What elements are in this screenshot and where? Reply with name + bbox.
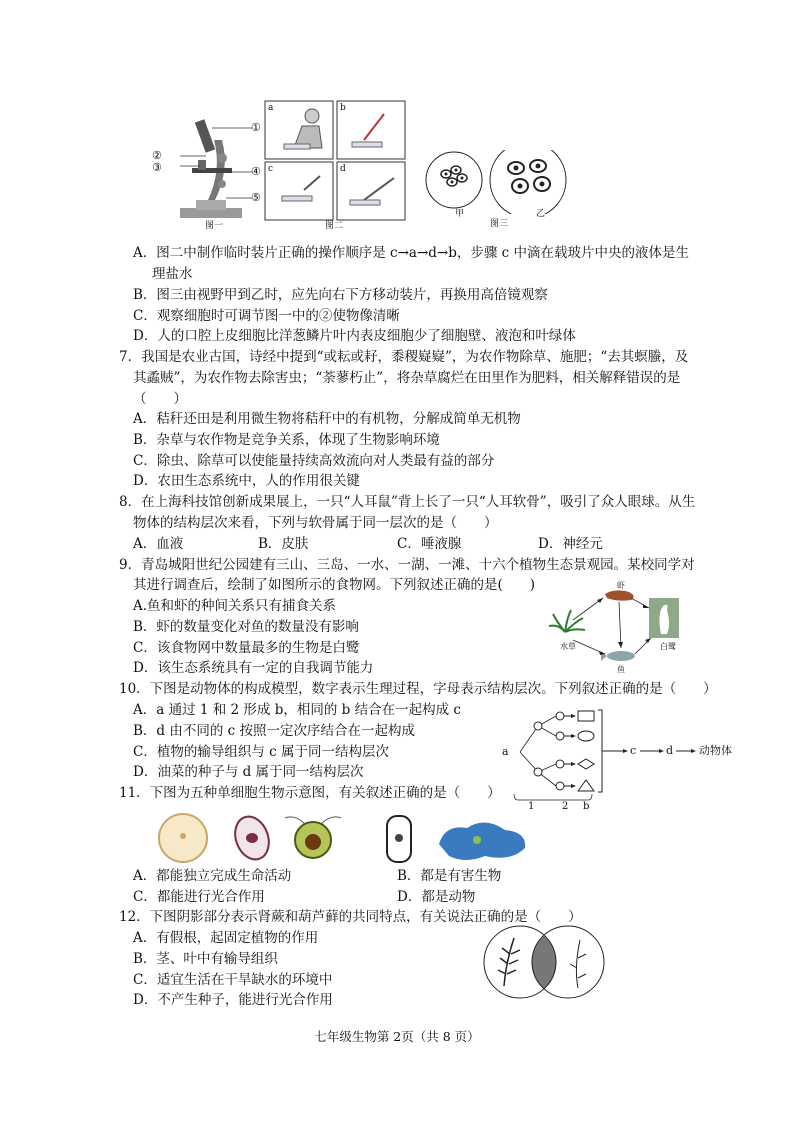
- q6-option-a-cont: 理盐水: [152, 266, 193, 282]
- food-web-figure: [545, 584, 685, 683]
- food-web-fish-label: 鱼: [617, 665, 625, 674]
- fov-yi-label: 乙: [536, 209, 546, 219]
- diagram-label-a: a: [502, 745, 509, 758]
- q11-option-a: A．都能独立完成生命活动: [133, 868, 292, 884]
- q9-stem-2: 其进行调查后，绘制了如图所示的食物网。下列叙述正确的是( ): [133, 577, 536, 593]
- microscope-label-4: ④: [251, 165, 261, 178]
- q8-option-b: B．皮肤: [258, 536, 309, 552]
- q12-option-b: B．茎、叶中有输导组织: [133, 951, 278, 967]
- diagram-label-animal: 动物体: [699, 744, 732, 757]
- q9-option-c: C．该食物网中数量最多的生物是白鹭: [133, 640, 360, 656]
- q6-option-a: A．图二中制作临时装片正确的操作顺序是 c→a→d→b，步骤 c 中滴在载玻片中央的液体是生: [133, 245, 690, 261]
- q10-option-b: B．d 由不同的 c 按照一定次序结合在一起构成: [133, 723, 415, 739]
- microscope-label-5: ⑤: [251, 191, 261, 204]
- q10-option-d: D．油菜的种子与 d 属于同一结构层次: [133, 764, 364, 780]
- q7-stem-3: （ ）: [133, 391, 187, 407]
- q10-option-a: A．a 通过 1 和 2 形成 b，相同的 b 结合在一起构成 c: [133, 702, 461, 718]
- q8-stem-2: 物体的结构层次来看，下列与软骨属于同一层次的是（ ）: [133, 515, 498, 531]
- microscope-label-3: ③: [152, 161, 162, 174]
- food-web-shrimp-label: 虾: [617, 581, 625, 590]
- diagram-label-d: d: [666, 744, 674, 757]
- diagram-label-2: 2: [562, 801, 569, 812]
- q10-stem: 10．下图是动物体的构成模型，数字表示生理过程，字母表示结构层次。下列叙述正确的是（ ）: [119, 681, 717, 697]
- q9-option-d: D．该生态系统具有一定的自我调节能力: [133, 660, 374, 676]
- q11-stem: 11．下图为五种单细胞生物示意图，有关叙述正确的是（ ）: [119, 785, 501, 801]
- q11-option-d: D．都是动物: [397, 889, 476, 905]
- q12-stem: 12．下图阴影部分表示肾蕨和葫芦藓的共同特点，有关说法正确的是（ ）: [119, 909, 582, 925]
- q12-option-d: D．不产生种子，能进行光合作用: [133, 992, 333, 1008]
- q7-option-b: B．杂草与农作物是竞争关系，体现了生物影响环境: [133, 432, 440, 448]
- q8-option-c: C．唾液腺: [397, 536, 462, 552]
- q9-stem-1: 9．青岛城阳世纪公园建有三山、三岛、一水、一湖、一滩、十六个植物生态景观园。某校同学对: [119, 557, 695, 573]
- venn-diagram: [474, 924, 614, 1004]
- slide-procedure-figure: [264, 100, 408, 226]
- q7-stem-2: 其蟊贼”，为农作物去除害虫；“荼蓼朽止”，将杂草腐烂在田里作为肥料，相关解释错误的是: [133, 370, 681, 386]
- microscope-label-1: ①: [251, 121, 261, 134]
- panel-c-label: c: [268, 164, 274, 174]
- q12-option-c: C．适宜生活在干旱缺水的环境中: [133, 972, 333, 988]
- q7-option-c: C．除虫、除草可以使能量持续高效流向对人类最有益的部分: [133, 453, 495, 469]
- q10-option-c: C．植物的输导组织与 c 属于同一结构层次: [133, 744, 389, 760]
- diagram-label-1: 1: [528, 801, 535, 812]
- panel-d-label: d: [340, 164, 346, 174]
- q12-option-a: A．有假根，起固定植物的作用: [133, 930, 319, 946]
- q11-option-b: B．都是有害生物: [397, 868, 502, 884]
- microscope-label-2: ②: [152, 149, 162, 162]
- fig3-caption: 图三: [490, 219, 509, 229]
- single-cell-organisms-figure: [155, 810, 535, 872]
- q6-option-b: B．图三由视野甲到乙时，应先向右下方移动装片，再换用高倍镜观察: [133, 287, 548, 303]
- q8-option-d: D．神经元: [538, 536, 603, 552]
- fig1-caption: 图一: [205, 221, 224, 231]
- fig2-caption: 图二: [325, 221, 344, 231]
- q7-option-d: D．农田生态系统中，人的作用很关键: [133, 473, 360, 489]
- q8-option-a: A．血液: [133, 536, 184, 552]
- panel-a-label: a: [268, 103, 274, 113]
- food-web-grass-label: 水草: [560, 642, 576, 651]
- field-of-view-figure: [424, 150, 579, 218]
- panel-b-label: b: [340, 103, 346, 113]
- fov-jia-label: 甲: [455, 209, 465, 219]
- q11-option-c: C．都能进行光合作用: [133, 889, 265, 905]
- page-footer: 七年级生物第 2页（共 8 页）: [314, 1029, 480, 1044]
- diagram-label-c: c: [630, 744, 637, 757]
- diagram-label-b: b: [583, 801, 590, 812]
- food-web-egret-label: 白鹭: [660, 642, 676, 651]
- q6-option-d: D．人的口腔上皮细胞比洋葱鳞片叶内表皮细胞少了细胞壁、液泡和叶绿体: [133, 328, 576, 344]
- q7-stem-1: 7．我国是农业古国，诗经中提到“或耘或耔，黍稷嶷嶷”，为农作物除草、施肥；“去其螟螣，及: [119, 349, 689, 365]
- q7-option-a: A．秸秆还田是利用微生物将秸秆中的有机物，分解成简单无机物: [133, 411, 521, 427]
- q9-option-b: B．虾的数量变化对鱼的数量没有影响: [133, 619, 359, 635]
- q6-option-c: C．观察细胞时可调节图一中的②使物像清晰: [133, 308, 400, 324]
- q9-option-a: A.鱼和虾的种间关系只有捕食关系: [133, 598, 337, 614]
- q8-stem-1: 8．在上海科技馆创新成果展上，一只“人耳鼠”背上长了一只“人耳软骨”，吸引了众人眼球。从生: [119, 494, 696, 510]
